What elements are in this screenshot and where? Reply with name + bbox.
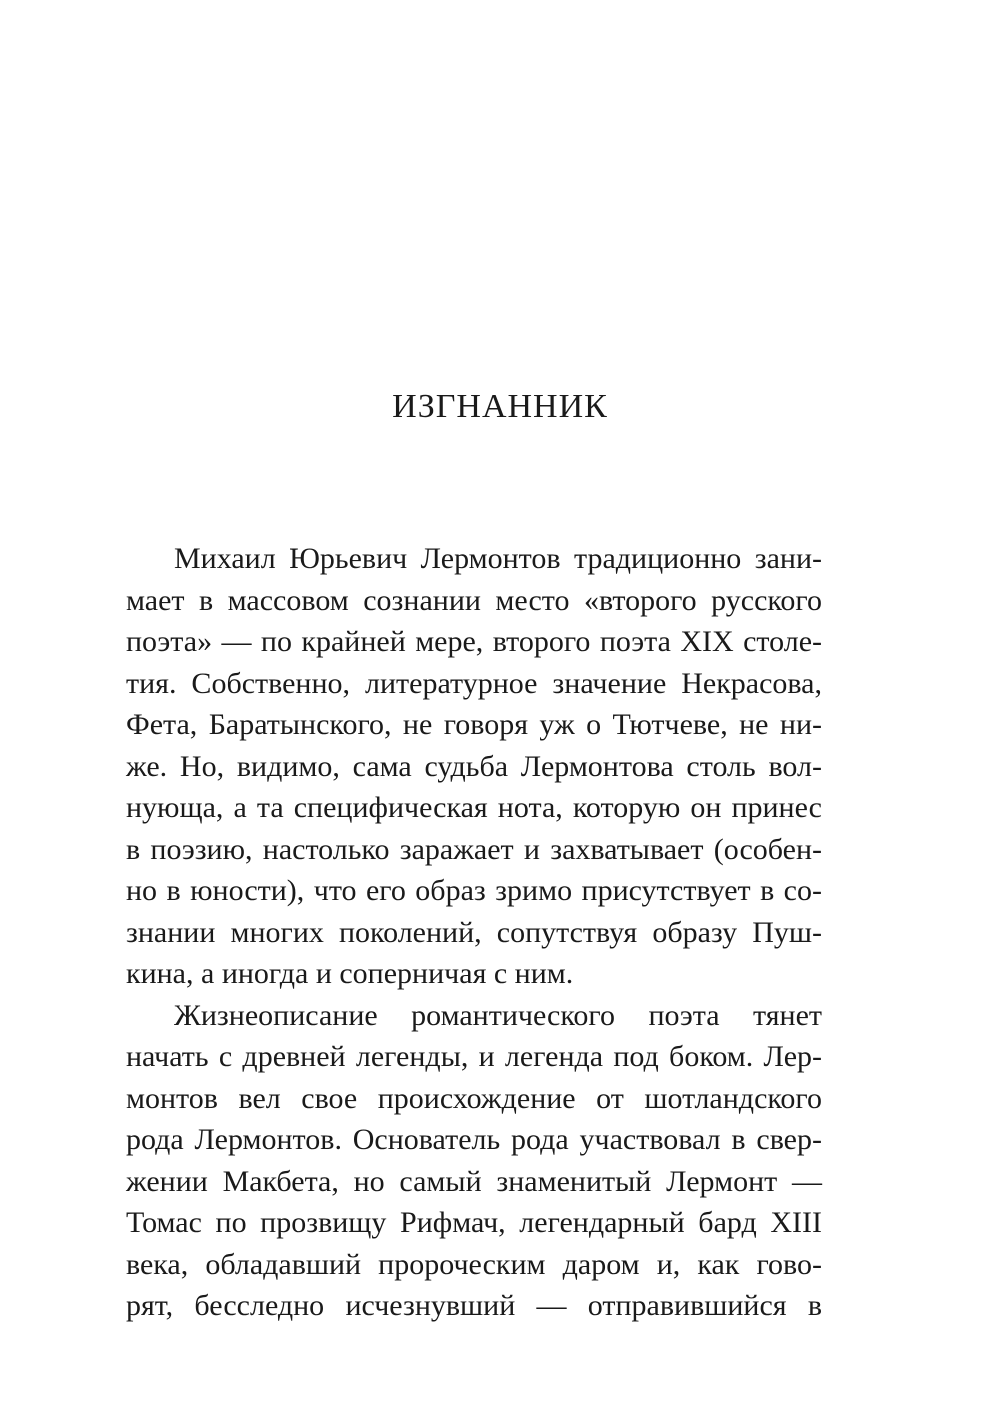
text-line: кина, а иногда и соперничая с ним. — [126, 957, 574, 990]
text-line: мает в массовом сознании место «второго русского — [126, 583, 822, 617]
text-line: начать с древней легенды, и легенда под боком. Лер- — [126, 1040, 822, 1073]
text-line: века, обладавший пророческим даром и, как гово- — [126, 1247, 822, 1281]
text-line: Михаил Юрьевич Лермонтов традиционно зани- — [174, 542, 822, 575]
text-line: поэта» — по крайней мере, второго поэта XIX столе- — [126, 625, 822, 658]
text-line: тия. Собственно, литературное значение Некрасова, — [126, 666, 822, 700]
text-line: но в юности), что его образ зримо присутствует в со- — [126, 874, 822, 907]
text-line: в поэзию, настолько заражает и захватывает (особен- — [126, 832, 822, 866]
body-text — [126, 538, 822, 1327]
text-line: монтов вел свое происхождение от шотландского — [126, 1081, 822, 1115]
chapter-title: ИЗГНАННИК — [392, 388, 608, 425]
text-line: Фета, Баратынского, не говоря уж о Тютчеве, не ни- — [126, 708, 822, 741]
paragraph-1 — [126, 538, 822, 995]
text-line: Томас по прозвищу Рифмач, легендарный бард XIII — [126, 1206, 822, 1239]
text-line: жении Макбета, но самый знаменитый Лермонт — — [126, 1164, 822, 1198]
paragraph-2 — [126, 995, 822, 1327]
text-line: рят, бесследно исчезнувший — отправившийся в — [126, 1289, 822, 1322]
text-line: рода Лермонтов. Основатель рода участвовал в свер- — [126, 1123, 822, 1156]
text-line: нующа, а та специфическая нота, которую он принес — [126, 791, 822, 824]
text-line: Жизнеописание романтического поэта тянет — [174, 998, 822, 1032]
text-line: знании многих поколений, сопутствуя образу Пуш- — [126, 915, 822, 949]
text-line: же. Но, видимо, сама судьба Лермонтова столь вол- — [126, 749, 822, 783]
